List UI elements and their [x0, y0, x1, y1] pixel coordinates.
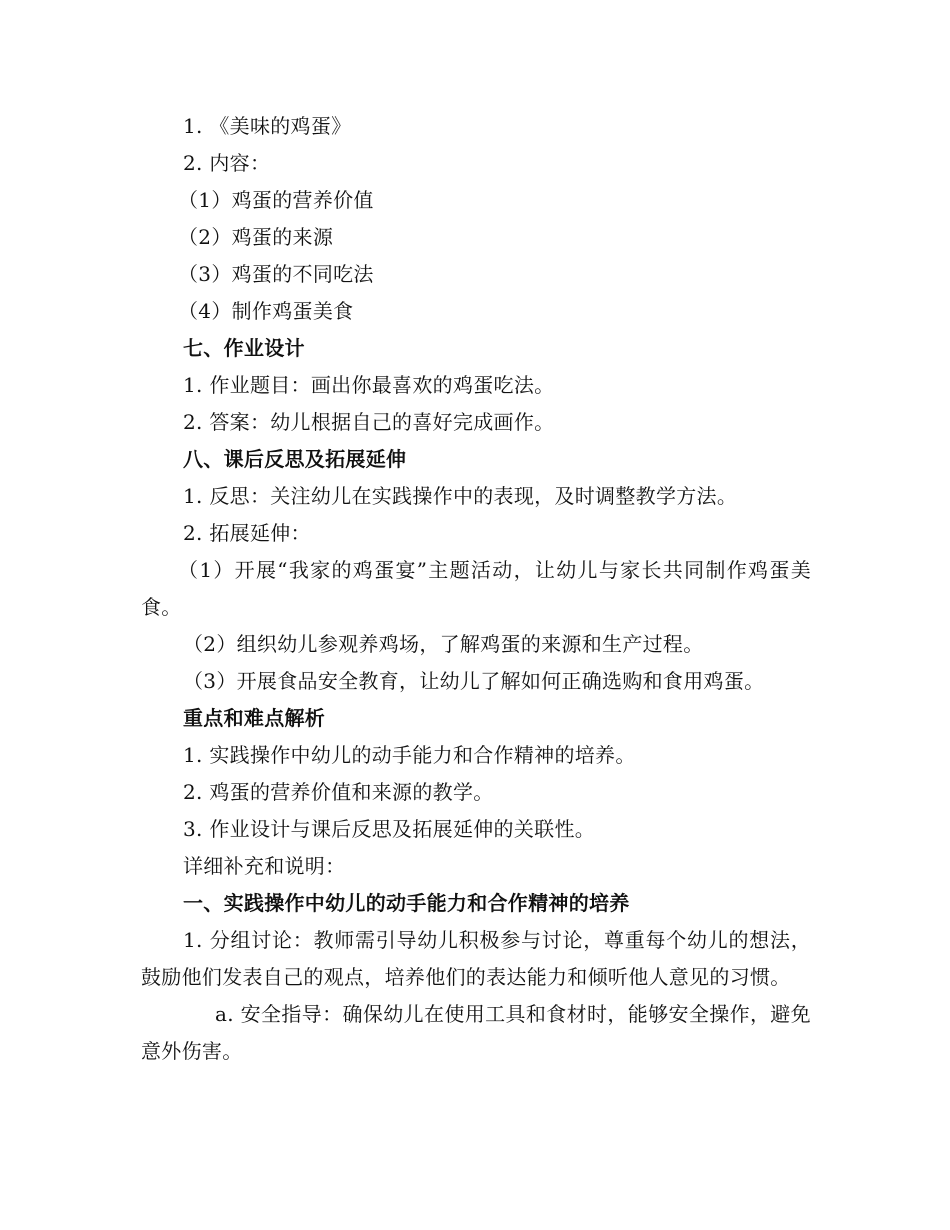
content-item: （3）鸡蛋的不同吃法 — [178, 262, 374, 286]
section-heading-reflection: 八、课后反思及拓展延伸 — [183, 447, 407, 471]
lesson-title-line: 1. 《美味的鸡蛋》 — [183, 114, 352, 138]
reflection-item: 2. 拓展延伸： — [183, 521, 311, 545]
homework-item: 1. 作业题目：画出你最喜欢的鸡蛋吃法。 — [183, 373, 555, 397]
extension-item: （1）开展“我家的鸡蛋宴”主题活动，让幼儿与家长共同制作鸡蛋美食。 — [141, 558, 811, 619]
content-label-line: 2. 内容： — [183, 151, 271, 175]
extension-item: （2）组织幼儿参观养鸡场，了解鸡蛋的来源和生产过程。 — [183, 632, 704, 656]
document-body — [141, 108, 811, 1070]
content-item: （4）制作鸡蛋美食 — [178, 299, 354, 323]
section-heading-homework: 七、作业设计 — [183, 336, 305, 360]
detail-paragraph: 1. 分组讨论：教师需引导幼儿积极参与讨论，尊重每个幼儿的想法，鼓励他们发表自己的观点，培养他们的表达能力和倾听他人意见的习惯。 — [141, 928, 811, 989]
section-heading-detail-1: 一、实践操作中幼儿的动手能力和合作精神的培养 — [183, 891, 630, 915]
detail-paragraph: a. 安全指导：确保幼儿在使用工具和食材时，能够安全操作，避免意外伤害。 — [141, 1002, 811, 1063]
reflection-item: 1. 反思：关注幼儿在实践操作中的表现，及时调整教学方法。 — [183, 484, 738, 508]
keypoint-item: 3. 作业设计与课后反思及拓展延伸的关联性。 — [183, 817, 596, 841]
keypoint-item: 1. 实践操作中幼儿的动手能力和合作精神的培养。 — [183, 743, 636, 767]
supplement-label: 详细补充和说明： — [183, 854, 346, 878]
section-heading-keypoints: 重点和难点解析 — [183, 706, 326, 730]
homework-item: 2. 答案：幼儿根据自己的喜好完成画作。 — [183, 410, 555, 434]
content-item: （2）鸡蛋的来源 — [178, 225, 334, 249]
extension-item: （3）开展食品安全教育，让幼儿了解如何正确选购和食用鸡蛋。 — [183, 669, 765, 693]
keypoint-item: 2. 鸡蛋的营养价值和来源的教学。 — [183, 780, 494, 804]
content-item: （1）鸡蛋的营养价值 — [178, 188, 374, 212]
